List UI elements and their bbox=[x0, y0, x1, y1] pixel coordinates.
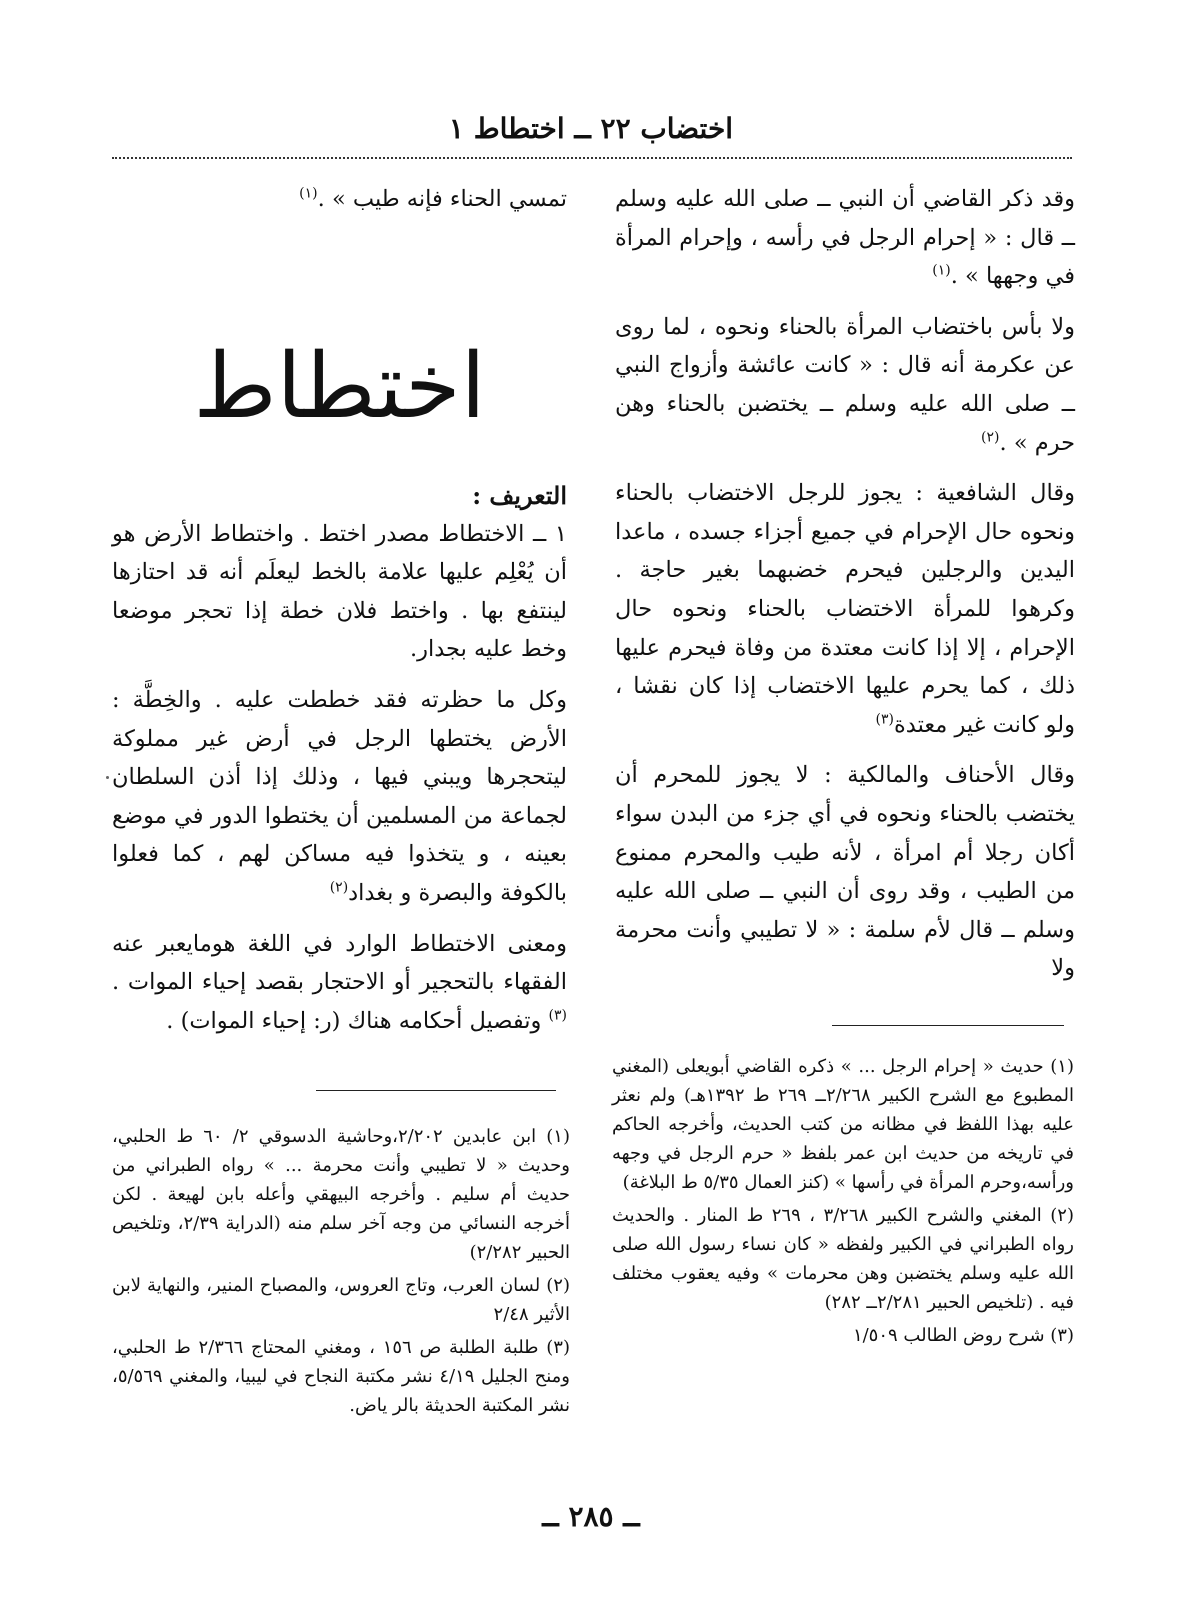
paragraph bbox=[615, 180, 1075, 296]
footnote-separator bbox=[316, 1090, 556, 1091]
continuation-paragraph bbox=[112, 180, 567, 219]
paragraph-text: ومعنى الاختطاط الوارد في اللغة هومايعبر عنه الفقهاء بالتحجير أو الاحتجار بقصد إحياء الموات . bbox=[112, 930, 567, 996]
footnote-ref: (٢) bbox=[329, 879, 349, 896]
header-dotted-rule bbox=[112, 157, 1072, 159]
footnote: (٢) لسان العرب، وتاج العروس، والمصباح المنير، والنهاية لابن الأثير ٢/٤٨ bbox=[112, 1275, 570, 1325]
paragraph bbox=[112, 515, 567, 669]
paragraph-text: ولا بأس باختضاب المرأة بالحناء ونحوه ، لما روى عن عكرمة أنه قال : « كانت عائشة وأزواج النبي ــ صلى الله عليه وسلم ــ يختضبن بالحناء وهن حرم » . bbox=[615, 313, 1075, 456]
running-header: اختضاب ٢٢ ــ اختطاط ١ bbox=[448, 112, 734, 145]
margin-mark bbox=[106, 776, 109, 779]
subheading: التعريف : bbox=[472, 480, 567, 510]
footnote-ref: (١) bbox=[299, 185, 318, 202]
paragraph-text: وكل ما حظرته فقد خططت عليه . والخِطَّة : الأرض يختطها الرجل في أرض غير مملوكة ليتحجرها ويبني فيها ، وذلك إذا أذن السلطان لجماعة من المسلمين أن يختطوا الدور في موضع بعينه ، و يتخذوا فيه مساكن لهم ، كما فعلوا بالكوفة والبصرة و بغداد bbox=[112, 686, 567, 906]
paragraph bbox=[112, 925, 567, 1041]
paragraph bbox=[615, 474, 1075, 744]
footnote-ref: (١) bbox=[932, 262, 951, 279]
right-footnotes bbox=[612, 1052, 1074, 1354]
footnote: (٣) شرح روض الطالب ١/٥٠٩ bbox=[852, 1325, 1074, 1346]
footnote: (٢) المغني والشرح الكبير ٣/٢٦٨ ، ٢٦٩ ط المنار . والحديث رواه الطبراني في الكبير ولفظه « كان نساء رسول الله صلى الله عليه وسلم يختضبن وهن محرمات » وفيه يعقوب مختلف فيه . (تلخيص الحبير ٢/٢٨١ــ ٢٨٢) bbox=[612, 1205, 1074, 1313]
footnote: (١) ابن عابدين ٢/٢٠٢،وحاشية الدسوقي ٢/ ٦٠ ط الحلبي، وحديث « لا تطيبي وأنت محرمة ... » رواه الطبراني من حديث أم سليم . وأخرجه البيهقي وأعله بابن لهيعة . لكن أخرجه النسائي من وجه آخر سلم منه (الدراية ٢/٣٩، وتلخيص الحبير ٢/٢٨٢) bbox=[112, 1126, 571, 1263]
paragraph bbox=[615, 756, 1075, 988]
paragraph bbox=[615, 308, 1075, 462]
left-footnotes bbox=[112, 1122, 570, 1424]
page-number: ــ ٢٨٥ ــ bbox=[542, 1500, 640, 1533]
footnote-separator bbox=[832, 1025, 1064, 1026]
footnote: (١) حديث « إحرام الرجل ... » ذكره القاضي أبويعلى (المغني المطبوع مع الشرح الكبير ٢/٢٦٨ــ ٢٦٩ ط ١٣٩٢هـ) ولم نعثر عليه بهذا اللفظ في مظانه من كتب الحديث، وأخرجه الحاكم في تاريخه من حديث ابن عمر بلفظ « حرم الرجل في وجهه ورأسه،وحرم المرأة في رأسها » (كنز العمال ٥/٣٥ ط البلاغة) bbox=[612, 1056, 1074, 1193]
footnote-ref: (٣) bbox=[875, 711, 894, 728]
paragraph bbox=[112, 681, 567, 913]
right-column bbox=[615, 180, 1075, 988]
paragraph-text: وقد ذكر القاضي أن النبي ــ صلى الله عليه وسلم ــ قال : « إحرام الرجل في رأسه ، وإحرام المرأة في وجهها » . bbox=[615, 186, 1075, 290]
section-title: اختطاط bbox=[193, 333, 486, 439]
paragraph-text: وقال الشافعية : يجوز للرجل الاختضاب بالحناء ونحوه حال الإحرام في جميع أجزاء جسده ، ماعدا اليدين والرجلين فيحرم خضبهما بغير حاجة . وكرهوا للمرأة الاختضاب بالحناء ونحوه حال الإحرام ، إلا إذا كانت معتدة من وفاة فيحرم عليها ذلك ، كما يحرم عليها الاختضاب إذا كان نقشا ، ولو كانت غير معتدة bbox=[615, 480, 1075, 738]
paragraph-text: وقال الأحناف والمالكية : لا يجوز للمحرم أن يختضب بالحناء ونحوه في أي جزء من البدن سواء أكان رجلا أم امرأة ، لأنه طيب والمحرم ممنوع من الطيب ، وقد روى أن النبي ــ صلى الله عليه وسلم ــ قال لأم سلمة : « لا تطيبي وأنت محرمة ولا bbox=[615, 762, 1075, 982]
left-column bbox=[112, 180, 567, 1040]
paragraph-text: ١ ــ الاختطاط مصدر اختط . واختطاط الأرض هو أن يُعْلِم عليها علامة بالخط ليعلَم أنه قد احتازها لينتفع بها . واختط فلان خطة إذا تحجر موضعا وخط عليه بجدار. bbox=[112, 520, 567, 663]
paragraph-text: تمسي الحناء فإنه طيب » . bbox=[317, 186, 567, 212]
paragraph-text-tail: وتفصيل أحكامه هناك (ر: إحياء الموات) . bbox=[166, 1007, 549, 1034]
footnote: (٣) طلبة الطلبة ص ١٥٦ ، ومغني المحتاج ٢/٣٦٦ ط الحلبي، ومنح الجليل ٤/١٩ نشر مكتبة النجاح في ليبيا، والمغني ٥/٥٦٩، نشر المكتبة الحديثة بالر ياض. bbox=[112, 1337, 570, 1416]
footnote-ref: (٣) bbox=[548, 1007, 567, 1024]
footnote-ref: (٢) bbox=[981, 429, 1000, 446]
